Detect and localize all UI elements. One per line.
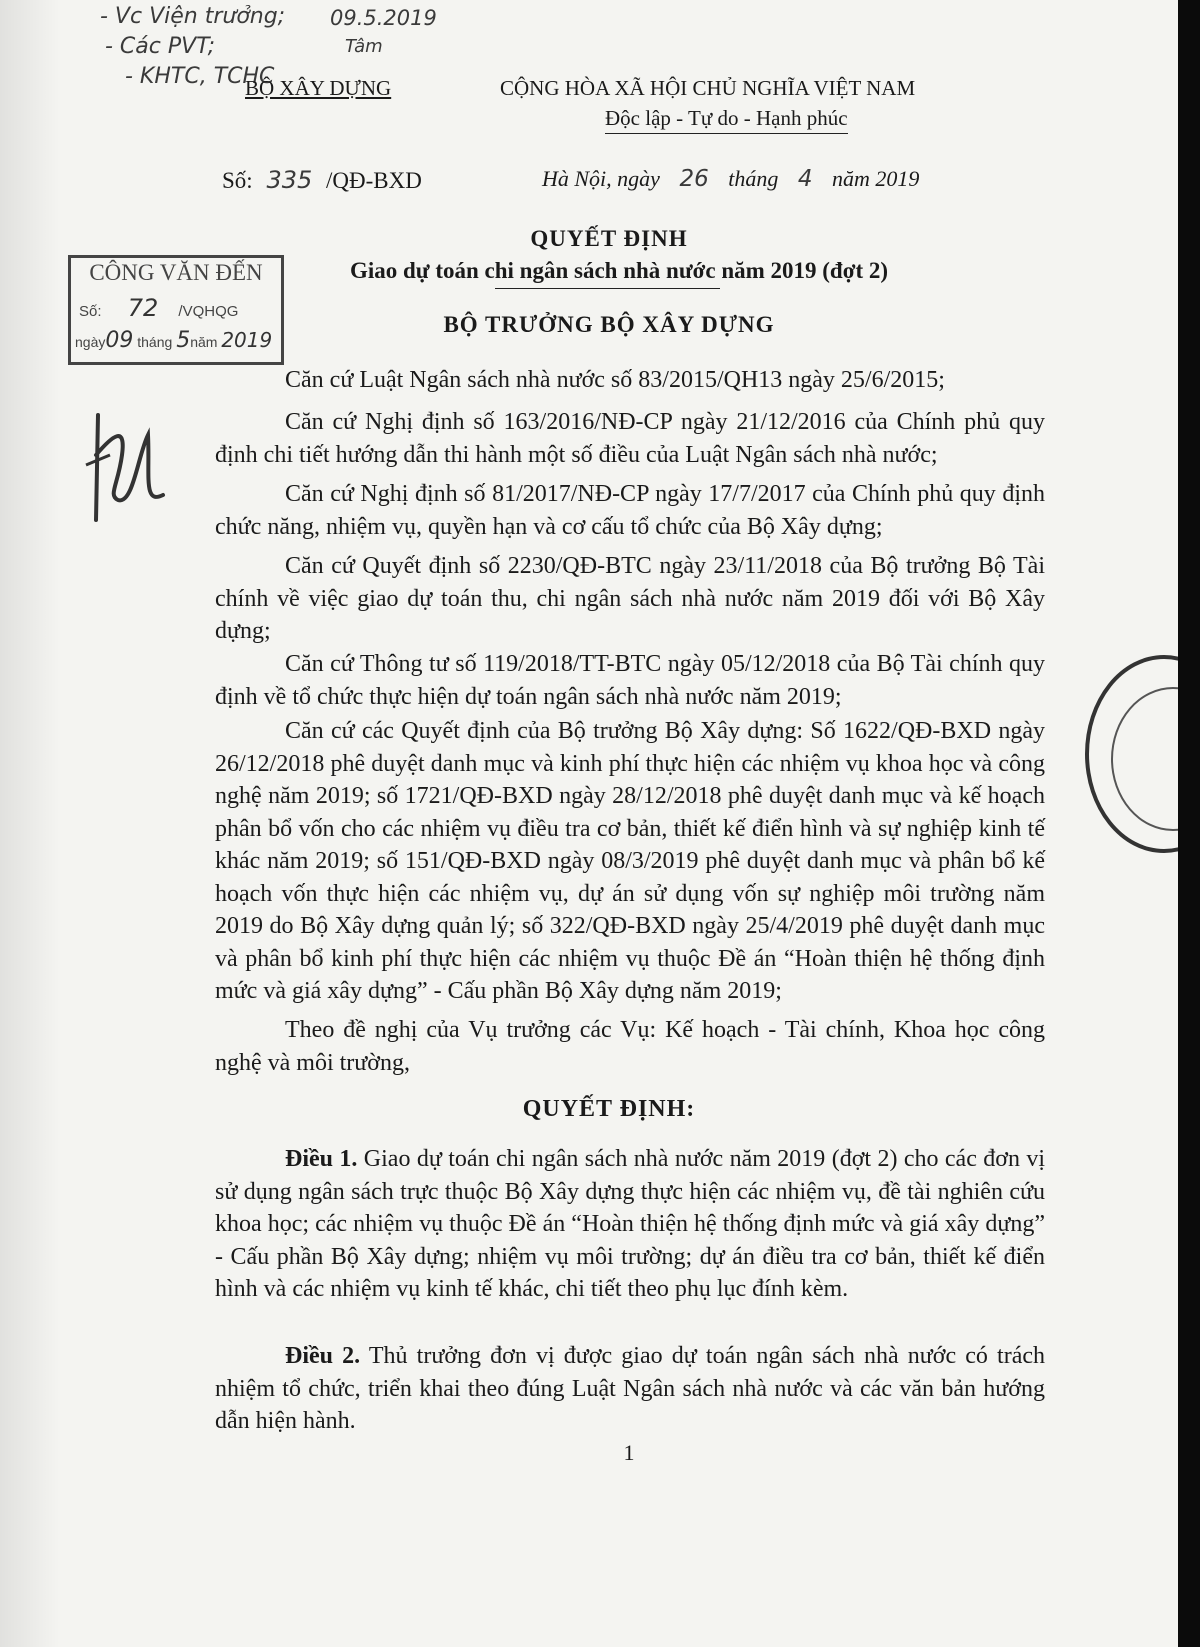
- article-2-label: Điều 2.: [285, 1343, 361, 1369]
- preamble-circular-119: Căn cứ Thông tư số 119/2018/TT-BTC ngày 05/12/2018 của Bộ Tài chính quy định về tổ chức thực hiện dự toán ngân sách nhà nước năm 2019;: [215, 651, 1045, 710]
- handwritten-initial: Tâm: [345, 36, 383, 57]
- ministry-name: BỘ XÂY DỰNG: [245, 76, 392, 100]
- country-name: CỘNG HÒA XÃ HỘI CHỦ NGHĨA VIỆT NAM: [500, 76, 916, 100]
- article-2: [215, 1340, 1045, 1438]
- handwritten-signature: [78, 395, 178, 535]
- document-subject: Giao dự toán chi ngân sách nhà nước năm 2019 (đợt 2): [349, 258, 889, 283]
- stamp-thang-label: tháng: [137, 334, 173, 350]
- preamble-proposal: Theo đề nghị của Vụ trưởng các Vụ: Kế hoạch - Tài chính, Khoa học công nghệ và môi trường,: [215, 1017, 1045, 1076]
- article-1-text: Giao dự toán chi ngân sách nhà nước năm 2019 (đợt 2) cho các đơn vị sử dụng ngân sách trực thuộc Bộ Xây dựng thực hiện các nhiệm vụ, đề tài nghiên cứu khoa học; các nhiệm vụ thuộc Đề án “Hoàn thiện hệ thống định mức và giá xây dựng” - Cấu phần Bộ Xây dựng; nhiệm vụ môi trường; dự án điều tra cơ bản, thiết kế điển hình và các nhiệm vụ kinh tế khác, chi tiết theo phụ lục đính kèm.: [215, 1146, 1046, 1302]
- year-label: năm 2019: [832, 166, 920, 191]
- seal-inner-ring: [1111, 687, 1178, 831]
- handwritten-note-line-3: - KHTC, TCHC: [125, 64, 275, 89]
- stamp-nam-value: 2019: [221, 328, 273, 352]
- stamp-so-value: 72: [127, 294, 159, 322]
- number-value: 335: [266, 166, 313, 194]
- day-value: 26: [679, 166, 709, 192]
- handwritten-note-line-2: - Các PVT;: [105, 34, 216, 59]
- month-value: 4: [797, 166, 813, 192]
- page-number: 1: [623, 1440, 635, 1465]
- preamble-decision-2230: Căn cứ Quyết định số 2230/QĐ-BTC ngày 23/11/2018 của Bộ trưởng Bộ Tài chính về việc giao dự toán thu, chi ngân sách nhà nước năm 2019 đối với Bộ Xây dựng;: [215, 553, 1045, 644]
- official-seal: [1085, 655, 1178, 853]
- month-label: tháng: [728, 166, 779, 191]
- subject-underline: [495, 288, 720, 289]
- document-type-title: QUYẾT ĐỊNH: [530, 226, 688, 251]
- handwritten-date: 09.5.2019: [330, 6, 437, 30]
- issuing-authority: BỘ TRƯỞNG BỘ XÂY DỰNG: [443, 312, 775, 337]
- stamp-title: CÔNG VĂN ĐẾN: [89, 260, 263, 285]
- preamble-minister-decisions: Căn cứ các Quyết định của Bộ trưởng Bộ Xây dựng: Số 1622/QĐ-BXD ngày 26/12/2018 phê duyệt danh mục và kinh phí thực hiện các nhiệm vụ khoa học và công nghệ năm 2019; số 1721/QĐ-BXD ngày 28/12/2018 phê duyệt danh mục và kế hoạch phân bổ vốn cho các nhiệm vụ điều tra cơ bản, thiết kế điển hình và sự nghiệp kinh tế khác năm 2019; số 151/QĐ-BXD ngày 08/3/2019 phê duyệt danh mục và phân bổ kế hoạch vốn thực hiện các nhiệm vụ, dự án sử dụng vốn sự nghiệp môi trường năm 2019 do Bộ Xây dựng quản lý; số 322/QĐ-BXD ngày 25/4/2019 phê duyệt danh mục và phân bổ kinh phí thực hiện các nhiệm vụ thuộc Đề án “Hoàn thiện hệ thống định mức và giá xây dựng” - Cấu phần Bộ Xây dựng năm 2019;: [215, 718, 1045, 1004]
- number-suffix: /QĐ-BXD: [326, 168, 422, 193]
- stamp-ngay-label: ngày: [75, 334, 106, 350]
- article-2-text: Thủ trưởng đơn vị được giao dự toán ngân sách nhà nước có trách nhiệm tổ chức, triển khai theo đúng Luật Ngân sách nhà nước và các văn bản hướng dẫn hiện hành.: [215, 1343, 1046, 1434]
- place-and-date: [542, 166, 919, 192]
- preamble-decree-163: Căn cứ Nghị định số 163/2016/NĐ-CP ngày 21/12/2016 của Chính phủ quy định chi tiết hướng dẫn thi hành một số điều của Luật Ngân sách nhà nước;: [215, 409, 1045, 468]
- stamp-ngay-value: 09: [105, 328, 134, 353]
- handwritten-note-line-1: - Vc Viện trưởng;: [100, 4, 286, 29]
- national-motto: Độc lập - Tự do - Hạnh phúc: [605, 106, 848, 134]
- preamble-decree-81: Căn cứ Nghị định số 81/2017/NĐ-CP ngày 17/7/2017 của Chính phủ quy định chức năng, nhiệm vụ, quyền hạn và cơ cấu tổ chức của Bộ Xây dựng;: [215, 481, 1045, 540]
- preamble-law: Căn cứ Luật Ngân sách nhà nước số 83/2015/QH13 ngày 25/6/2015;: [285, 367, 945, 393]
- decision-heading: QUYẾT ĐỊNH:: [522, 1096, 696, 1122]
- number-label: Số:: [222, 168, 253, 193]
- stamp-so-label: Số:: [79, 303, 102, 320]
- place-date-label: Hà Nội, ngày: [542, 166, 660, 191]
- decision-number: [222, 166, 422, 194]
- article-1: [215, 1143, 1045, 1306]
- stamp-thang-value: 5: [176, 328, 191, 353]
- stamp-nam-label: năm: [190, 334, 218, 350]
- article-1-label: Điều 1.: [285, 1146, 358, 1172]
- stamp-so-suffix: /VQHQG: [178, 303, 239, 320]
